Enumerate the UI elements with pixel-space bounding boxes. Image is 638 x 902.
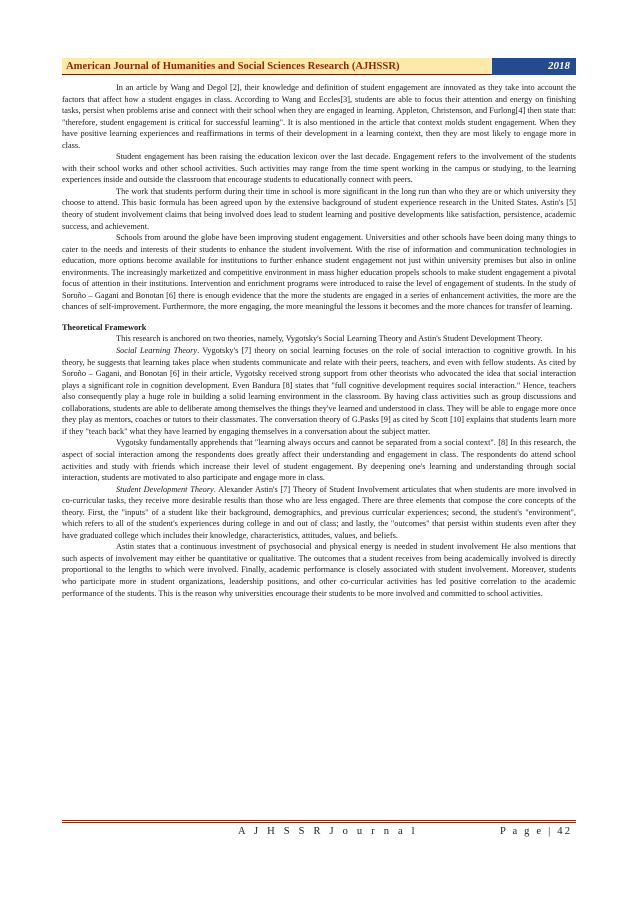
footer-page-number: P a g e | 42	[500, 826, 573, 837]
paragraph-5: This research is anchored on two theories, namely, Vygotsky's Social Learning Theory and Astin's Student Development Theory.	[116, 334, 543, 344]
paragraph-3: The work that students perform during their time in school is more significant in the long run than who they are or which university they choose to attend. This basic formula has been agreed upon by the extensive background of student experience research in the United States. Astin's [5] theory of student involvement claims that being involved does lead to student learning and positive developments like satisfaction, persistence, academic success, and achievement.	[62, 186, 576, 231]
footer-journal: A J H S S R J o u r n a l	[238, 826, 418, 837]
paragraph-6	[62, 345, 576, 437]
paragraph-6-text: . Vygotsky's [7] theory on social learning focuses on the role of social interaction to cognitive growth. In his theory, he suggests that learning takes place when students communicate and relate with their peers, teachers, and even with fellow students. As cited by Soroño – Gagani, and Bonotan [6] in their article, Vygotsky received strong support from other theorists who advocated the idea that social interaction plays a significant role in cognition development. Even Bandura [8] states that "full cognitive development requires social interaction." Hence, teachers also consequently play a huge role in building a solid learning environment in the classroom. By having class activities such as group discussions and collaborations, students are able to deliberate among themselves the things they've learned and understood in class. They will be able to engage more once they play as mentors, coaches or tutors to their classmates. The conversation theory of G.Pasks [9] as cited by Scott [10] explains that students learn more if they "teach back" what they have learned by engaging themselves in a conversation about the subject matter.	[62, 346, 576, 436]
paragraph-8	[62, 484, 576, 542]
header-year: 2018	[492, 58, 576, 75]
running-header	[62, 58, 576, 75]
paragraph-6-lead: Social Learning Theory	[116, 346, 198, 356]
paragraph-9: Astin states that a continuous investment of psychosocial and physical energy is needed in student involvement He also mentions that such aspects of involvement may either be quantitative or qualitative. The outcomes that a student receives from being academically involved is directly proportional to the lengths to which were involved. Finally, academic performance is closely associated with student involvement. Moreover, students who participate more in student organizations, leadership positions, and other co-curricular activities has led positive correlation to the academic performance of the students. This is the reason why universities encourage their students to be more involved and committed to school activities.	[62, 542, 576, 598]
paragraph-8-text: . Alexander Astin's [7] Theory of Student Involvement articulates that when students are more involved in co-curricular tasks, they receive more desirable results than those who are less engaged. There are three elements that compose the core concepts of the theory. First, the "inputs" of a student like their background, demographics, and previous curricular experiences; second, the student's "environment", which refers to all of the student's experiences during college in and out of class; and lastly, the "outcomes" that persist within students even after they have graduated college which includes their knowledge, characteristics, attitudes, values, and beliefs.	[62, 484, 576, 540]
article-body	[62, 82, 576, 599]
section-heading: Theoretical Framework	[62, 322, 147, 332]
paragraph-1: In an article by Wang and Degol [2], their knowledge and definition of student engagement are innovated as they take into account the factors that affect how a student engages in class. According to Wang and Eccles[3], students are able to focus their attention and energy on finishing tasks, persist when problems arise and connect with their school when they are engaged in learning. Appleton, Christenson, and Furlong[4] then state that: "therefore, student engagement is critical for successful learning". It is also mentioned in the article that context molds student engagement. When they have positive learning experiences and reaffirmations in terms of their development in a learning context, then they are most likely to engage more in class.	[62, 83, 576, 150]
header-journal-title: American Journal of Humanities and Social Sciences Research (AJHSSR)	[62, 58, 492, 75]
paragraph-4: Schools from around the globe have been improving student engagement. Universities and other schools have been doing many things to cater to the needs and interests of their students to enhance the student involvement. With the rise of information and communication technologies in education, more options become available for institutions to further enhance student engagement not just within university premises but also in online environments. The increasingly marketized and competitive environment in mass higher education propels schools to make student engagement a pivotal focus of attention in their institutions. Intervention and enrichment programs were introduced to raise the level of engagement of students. In the study of Soroño – Gagani and Bonotan [6] there is enough evidence that the more the students are engaged in a series of enhancement activities, the more are the chances of self-improvement. Furthermore, the more engaging, the more meaningful the lessons it becomes and the more chances for transfer of learning.	[62, 233, 576, 312]
footer-rule	[62, 820, 576, 823]
paragraph-2: Student engagement has been raising the education lexicon over the last decade. Engagement refers to the involvement of the students with their school works and other school activities. Such activities may range from the time spent working in the campus or studying, to the learning experiences inside and outside the classroom that encourage students to educationally connect with peers.	[62, 152, 576, 185]
paragraph-7: Vygotsky fundamentally apprehends that "learning always occurs and cannot be separated from a social context". [8] In this research, the aspect of social interaction among the respondents does greatly affect their understanding and engagement in class. The respondents do attend school activities and study with friends which increase their level of student engagement. By deepening one's learning and understanding through social interaction, students are motivated to also participate and engage more in class.	[62, 438, 576, 483]
paragraph-8-lead: Student Development Theory	[116, 484, 214, 494]
